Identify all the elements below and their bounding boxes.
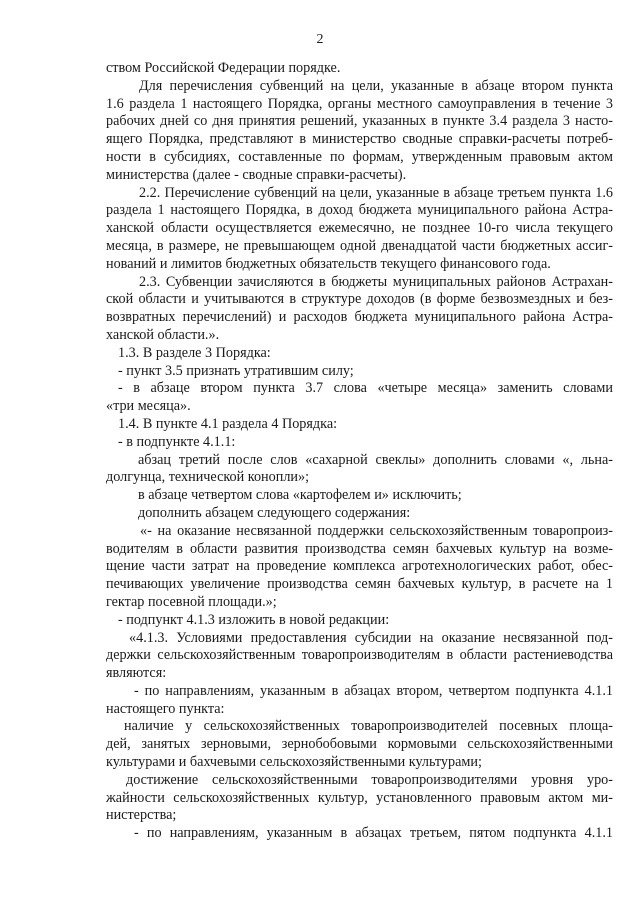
text-line: возвратных перечислений) и расходов бюджета муниципального района Астра-	[106, 309, 613, 326]
text-line: нистерства;	[106, 807, 177, 824]
text-line: держки сельскохозяйственным товаропроизводителям в области растениеводства	[106, 647, 613, 664]
text-line: - в подпункте 4.1.1:	[118, 433, 236, 450]
text-line: 1.6 раздела 1 настоящего Порядка, органы местного самоуправления в течение 3	[106, 95, 613, 112]
text-line: культурами и бахчевыми сельскохозяйственными культурами;	[106, 754, 482, 771]
text-line: наличие у сельскохозяйственных товаропроизводителей посевных площа-	[124, 718, 613, 735]
text-line: являются:	[106, 665, 167, 682]
text-line: щение части затрат на проведение комплекса агротехнологических работ, обес-	[106, 558, 613, 575]
text-line: «4.1.3. Условиями предоставления субсидии на оказание несвязанной под-	[129, 629, 613, 646]
document-body	[106, 60, 613, 843]
text-line: министерства (далее - сводные справки-расчеты).	[106, 166, 407, 183]
text-line: месяца, в размере, не превышающем одной двенадцатой части бюджетных ассиг-	[106, 237, 613, 254]
text-line: ности в субсидиях, составленные по формам, утвержденным правовым актом	[106, 148, 613, 165]
text-line: абзац третий после слов «сахарной свеклы» дополнить словами «, льна-	[138, 451, 613, 468]
text-line: 2.2. Перечисление субвенций на цели, указанные в абзаце третьем пункта 1.6	[139, 184, 613, 201]
text-line: ханской области осуществляется ежемесячно, не позднее 10-го числа текущего	[106, 220, 613, 237]
text-line: - подпункт 4.1.3 изложить в новой редакции:	[118, 611, 390, 628]
text-line: дей, занятых зерновыми, зернобобовыми кормовыми сельскохозяйственными	[106, 736, 613, 753]
text-line: ханской области.».	[106, 326, 220, 343]
text-line: нований и лимитов бюджетных обязательств текущего финансового года.	[106, 255, 551, 272]
text-line: - пункт 3.5 признать утратившим силу;	[118, 362, 354, 379]
text-line: 2.3. Субвенции зачисляются в бюджеты муниципальных районов Астрахан-	[139, 273, 613, 290]
text-line: ящего Порядка, представляют в министерство сводные справки-расчеты потреб-	[106, 131, 613, 148]
page-number: 2	[316, 32, 324, 47]
text-line: настоящего пункта:	[106, 700, 225, 717]
text-line: ством Российской Федерации порядке.	[106, 60, 341, 76]
text-line: - по направлениям, указанным в абзацах втором, четвертом подпункта 4.1.1	[134, 682, 613, 699]
text-line: жайности сельскохозяйственных культур, установленного правовым актом ми-	[106, 789, 613, 806]
text-line: - в абзаце втором пункта 3.7 слова «четыре месяца» заменить словами	[118, 380, 613, 397]
text-line: ской области и учитываются в структуре доходов (в форме безвозмездных и без-	[106, 291, 613, 308]
text-line: достижение сельскохозяйственными товаропроизводителями уровня уро-	[126, 771, 613, 788]
text-line: дополнить абзацем следующего содержания:	[138, 504, 411, 521]
text-line: «- на оказание несвязанной поддержки сельскохозяйственным товаропроиз-	[140, 522, 613, 539]
text-line: раздела 1 настоящего Порядка, в доход бюджета муниципального района Астра-	[106, 202, 613, 219]
text-line: - по направлениям, указанным в абзацах третьем, пятом подпункта 4.1.1	[134, 825, 613, 842]
text-line: долгунца, технической конопли»;	[106, 469, 310, 486]
text-line: Для перечисления субвенций на цели, указанные в абзаце втором пункта	[139, 77, 613, 94]
text-line: 1.4. В пункте 4.1 раздела 4 Порядка:	[118, 415, 338, 432]
text-line: печивающих увеличение производства семян бахчевых культур, в расчете на 1	[106, 576, 613, 593]
text-line: рабочих дней со дня принятия решений, указанных в пункте 3.4 раздела 3 насто-	[106, 113, 613, 130]
text-line: гектар посевной площади.»;	[106, 593, 277, 610]
text-line: водителям в области развития производства семян бахчевых культур на возме-	[106, 540, 613, 557]
text-line: в абзаце четвертом слова «картофелем и» исключить;	[138, 487, 462, 504]
text-line: «три месяца».	[106, 398, 191, 415]
text-line: 1.3. В разделе 3 Порядка:	[118, 344, 271, 361]
